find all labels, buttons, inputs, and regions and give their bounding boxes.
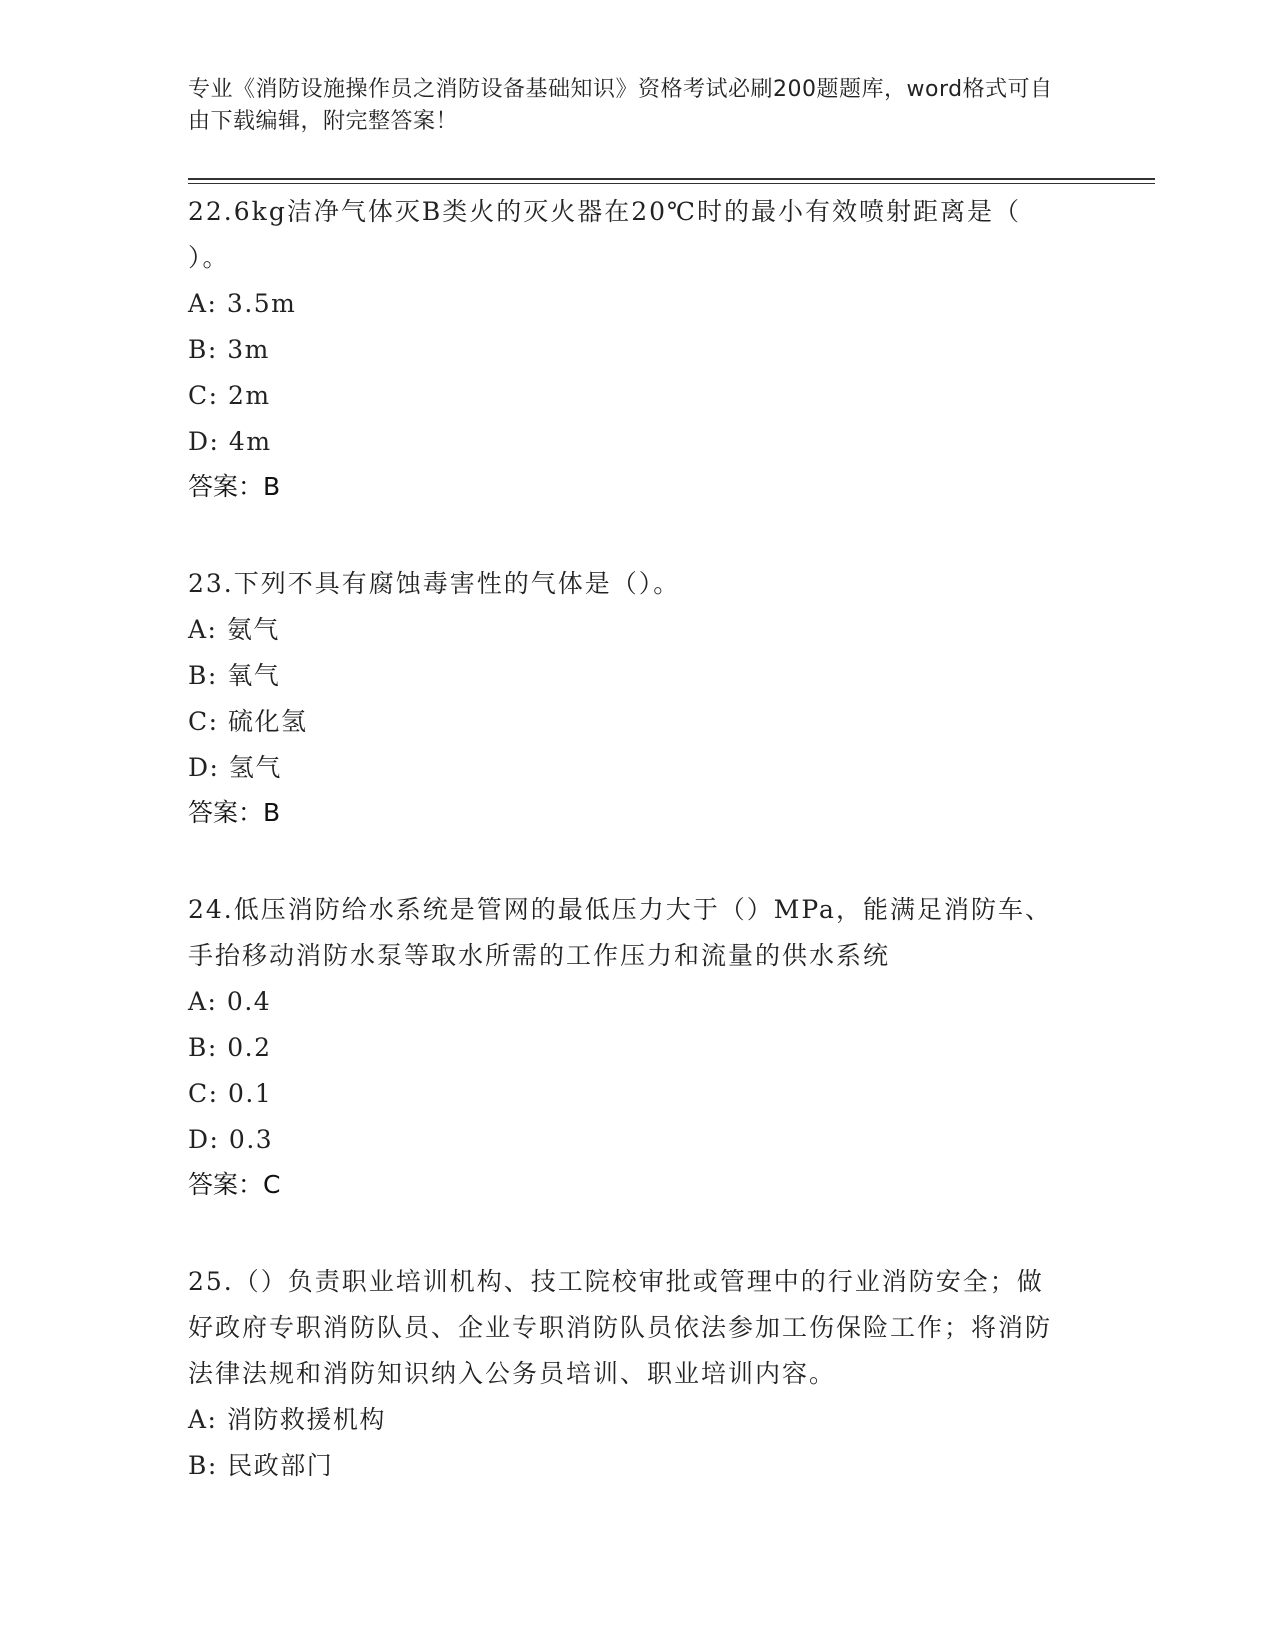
option-d: D: 0.3 (188, 1125, 274, 1154)
question-list (188, 189, 1068, 1541)
header-divider-thin (188, 183, 1155, 184)
option-b: B: 0.2 (188, 1033, 272, 1062)
document-header (188, 74, 1068, 138)
header-title: 专业《消防设施操作员之消防设备基础知识》资格考试必刷200题题库，word格式可自由下载编辑，附完整答案！ (188, 77, 1053, 134)
question-25 (188, 1259, 1068, 1489)
answer-label: 答案：C (188, 1170, 281, 1199)
option-a: A: 3.5m (188, 289, 297, 318)
question-24 (188, 887, 1068, 1207)
option-b: B: 3m (188, 335, 270, 364)
question-23 (188, 561, 1068, 835)
question-stem: 24.低压消防给水系统是管网的最低压力大于（）MPa，能满足消防车、手抬移动消防水泵等取水所需的工作压力和流量的供水系统 (188, 895, 1052, 970)
option-b: B: 民政部门 (188, 1451, 334, 1480)
question-stem: 25.（）负责职业培训机构、技工院校审批或管理中的行业消防安全；做好政府专职消防队员、企业专职消防队员依法参加工伤保险工作；将消防法律法规和消防知识纳入公务员培训、职业培训内容。 (188, 1267, 1053, 1388)
option-c: C: 2m (188, 381, 271, 410)
option-d: D: 氢气 (188, 753, 282, 782)
answer-label: 答案：B (188, 798, 281, 827)
option-c: C: 0.1 (188, 1079, 273, 1108)
option-a: A: 消防救援机构 (188, 1405, 386, 1434)
header-divider-thick (188, 178, 1155, 180)
option-a: A: 0.4 (188, 987, 272, 1016)
option-d: D: 4m (188, 427, 272, 456)
answer-label: 答案：B (188, 472, 281, 501)
question-stem: 23.下列不具有腐蚀毒害性的气体是（）。 (188, 569, 681, 598)
question-22 (188, 189, 1068, 509)
option-a: A: 氨气 (188, 615, 280, 644)
option-b: B: 氧气 (188, 661, 281, 690)
question-stem: 22.6kg洁净气体灭B类火的灭火器在20℃时的最小有效喷射距离是（ ）。 (188, 197, 1021, 272)
option-c: C: 硫化氢 (188, 707, 308, 736)
